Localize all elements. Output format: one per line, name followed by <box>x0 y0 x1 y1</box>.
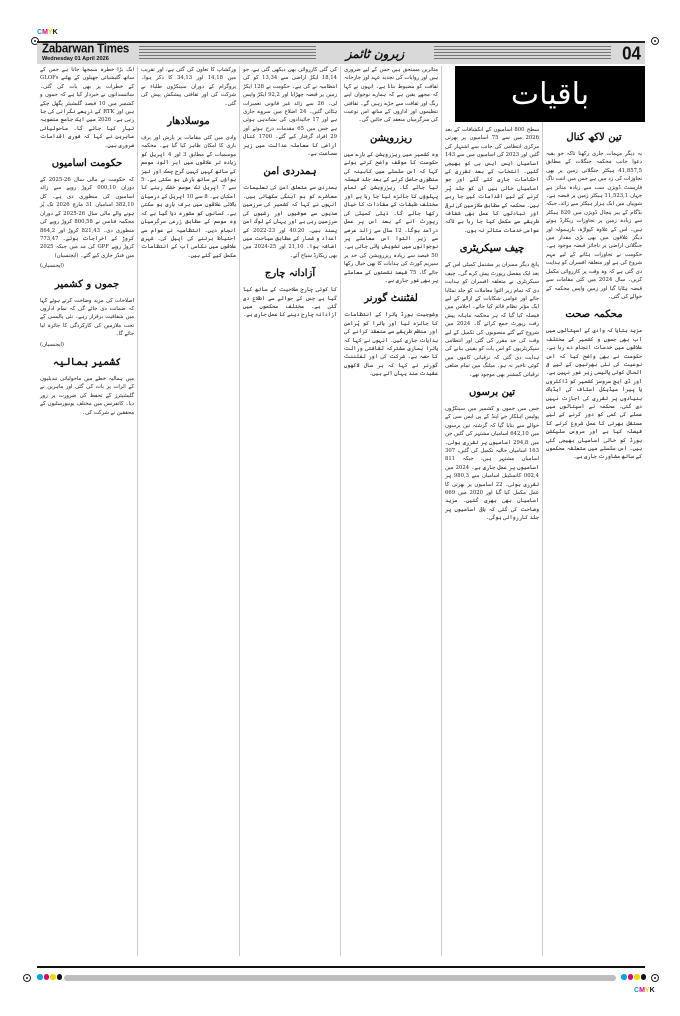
cmyk-label-bottom: CMYK <box>634 987 655 994</box>
column-3 <box>341 66 442 956</box>
yellow-swatch <box>634 974 640 980</box>
headline-kashmir-himalaya: کشمیر ہمالیہ <box>53 356 121 368</box>
headline-hukumat-asamiyon: حکومت اسامیوں <box>51 158 123 170</box>
registration-mark-bottom-right <box>651 974 659 982</box>
headline-chief-secretary: چیف سیکریٹری <box>459 243 525 255</box>
article-body: یہ دیگر مہمات جاری رکھنا تاکہ جو بقیہ دعوا جانب محکمہ جنگلات کے مطابق 41,857,5 ہیکٹر جنگلاتی زمین پر بھی تجاوزات کی زد میں ہے جس میں اننت ناگ فاریسٹ ڈویژن سب سے زیادہ متاثر ہے جہاں 11,523,1 ہیکٹر زمین پر قبضہ ہے۔ شوپیاں میں ایک ہزار ہیکٹر سے زائد، جبکہ بڈگام کے پیر پنچال ڈویژن میں 820 ہیکٹر سے زیادہ زمین پر تجاوزات ریکارڈ ہوئے ہیں۔ اس کے علاوہ کپواڑہ، بارہمولہ اور دیگر علاقوں میں بھی بڑی مقدار میں جنگلاتی اراضی پر ناجائز قبضہ موجود ہے۔ حکومت نے تجاوزات ہٹانے کے لیے مہم شروع کی ہے اور متعلقہ افسران کو ہدایت دی گئی ہے کہ وہ وقت پر کارروائی مکمل کریں۔ سال 2024 میں کئی مقامات سے قبضہ ہٹایا گیا اور زمین واپس محکمہ کے حوالے کی گئی۔ <box>546 151 642 300</box>
headline-musladhar: موسلادھار <box>167 116 210 128</box>
article-body: متاثرین مستحق ہیں جس کے لیے ضروری ہیں اور روایات کی تجدید عہد اور جارحانہ ثقافت کو مضبوط بنانا ہے۔ انہوں نے کہا کہ مجھے یقین ہے کہ ہمارے نوجوان اپنے رنگ اور ثقافت سے جڑے رہیں گے۔ ثقافتی تنظیموں اور اداروں کے ساتھ اس نوعیت کی سرگرمیاں منعقد کی جائیں گی۔ <box>344 67 438 124</box>
headline-jammu-kashmir: جموں و کشمیر <box>54 278 120 290</box>
article-body: میں ہمالیہ خطے میں ماحولیاتی تبدیلیوں کے اثرات پر بات کی گئی اور ماہرین نے گلیشیئرز کے تحفظ کی ضرورت پر زور دیا۔ کانفرنس میں مختلف یونیورسٹیوں کے محققین نے شرکت کی۔ <box>40 375 134 416</box>
yellow-swatch <box>50 974 56 980</box>
section-banner: باقیات <box>455 66 645 122</box>
decorative-lines-left <box>139 46 316 61</box>
column-1 <box>543 66 645 956</box>
article-body: وشوجیت بورڈ یاترا کے انتظامات کا جائزہ لیا اور یاترا کو پُرامن اور منظم طریقے سے منعقد کرانے کی ہدایات جاری کیں۔ انہوں نے کہا کہ یاترا ہماری مشترکہ ثقافتی وراثت کا حصہ ہے۔ شرکت کی اور لفٹننٹ گورنر نے کہا کہ ہر سال لاکھوں عقیدت مند یہاں آتے ہیں۔ <box>344 312 438 378</box>
article-body: مزید بتایا کہ وادی کے اسپتالوں میں اب بھی جموں و کشمیر کے مختلف علاقوں میں خدمات انجام دے رہا ہے۔ حکومت نے بھی واضح کیا کہ اس نوعیت کی نئی بھرتیوں کے لیے فی الحال کوئی پالیسی زیر غور نہیں ہے۔ اور ڈی ایچ سروسز کشمیر کو ڈاکٹروں یا پیرا میڈیکل اسٹاف کی ایڈہاک بنیادوں پر تقرری کی اجازت نہیں دی گئی۔ محکمہ نے اسپتالوں میں عملے کی کمی کو دور کرنے کے لیے مستقل بھرتی کا عمل شروع کرنے کا فیصلہ کیا ہے اور سروس سلیکشن بورڈ کو خالی اسامیاں بھیجی گئی ہیں۔ اس سلسلے میں متعلقہ محکموں کے ساتھ مشاورت جاری ہے۔ <box>546 328 642 461</box>
article-body: سطح 800 اسامیوں کے انکشافات کے بعد 2026 میں سے 75 اسامیوں پر بھرتی مرکزی انتظامی کی جانب سے اشتہار کی گئیں اور 2023 کی اسامیوں میں سے 143 اسامیاں ایس ایس بی کو بھیجی گئیں۔ انتخاب کے بعد تقرری کے احکامات جاری کئے گئے اور جو اسامیاں خالی ہیں ان کو جلد پُر کرنے کے لیے اقدامات کیے جا رہے ہیں۔ محکمہ کے مطابق ملازمین کی ترقی اور تبادلوں کا عمل بھی شفاف طریقے سے مکمل کیا جا رہا ہے تاکہ عوامی خدمات متاثر نہ ہوں۔ <box>445 127 539 234</box>
column-5 <box>138 66 240 956</box>
column-4 <box>240 66 341 956</box>
black-swatch <box>641 974 647 980</box>
masthead-left <box>37 41 135 63</box>
newspaper-title-urdu: زبرون ٹائمز <box>345 46 405 61</box>
article-body: کی گئی کارروائی بھی دیکھی گئی ہے، جو 18,14 ایکڑ اراضی سے 13,34 کو کی انتظامیہ نے کی ہے۔ حکومت نے 128 ایکڑ زمین پر قبضہ چھڑایا اور 92,2 ایکڑ واپس لی۔ 26 سے زائد غیر قانونی تعمیرات ہٹائی گئیں۔ 24 اضلاع میں سروے جاری ہے اور 17 جائیدادوں کی نشاندہی ہوئی ہے جس میں 65 مقدمات درج ہوئے اور 29 افراد گرفتار کیے گئے۔ 1700 کنال اراضی کا معاملہ عدالت میں زیر سماعت ہے۔ <box>243 67 338 158</box>
color-swatches-left <box>37 974 62 980</box>
decorative-lines-right <box>434 46 611 61</box>
article-body: وادی میں کئی مقامات پر بارش اور برف باری کا امکان ظاہر کیا گیا ہے۔ محکمہ موسمیات کے مطابق 3 اور 4 اپریل کو زیادہ تر علاقوں میں ابر آلود موسم کے ساتھ کہیں کہیں گرج چمک اور تیز ہواؤں کے ساتھ بارش ہو سکتی ہے۔ 5 سے 7 اپریل تک موسم خشک رہنے کا امکان ہے۔ 8 سے 10 اپریل کے درمیان بالائی علاقوں میں برف باری ہو سکتی ہے۔ کسانوں کو مشورہ دیا گیا ہے کہ وہ موسم کے مطابق زرعی سرگرمیاں انجام دیں۔ انتظامیہ نے عوام سے احتیاط برتنے کی اپیل کی۔ شہری علاقوں میں نکاسی آب کے انتظامات مکمل کیے گئے ہیں۔ <box>141 135 236 259</box>
cmyk-label-top: CMYK <box>37 29 58 36</box>
issue-date: Wednesday 01 April 2026 <box>42 56 109 63</box>
headline-teen-lakh-kanal: تین لاکھ کنال <box>566 132 622 143</box>
magenta-swatch <box>44 974 50 980</box>
cyan-swatch <box>37 974 43 980</box>
gray-color-bar <box>64 975 616 981</box>
article-body: ہمدردی سے متعلق امن کی تعلیمات معاشرے کو ہم آہنگی سکھاتی ہیں۔ انہوں نے کہا کہ کشمیر کی سرزمین صدیوں سے صوفیوں اور رشیوں کی سرزمین رہی ہے اور یہاں کے لوگ امن پسند ہیں۔ 40.20 اور 23-2022 کے اعداد و شمار کے مطابق سیاحت میں اضافہ ہوا۔ 21,10 اور 25-2024 میں بھی ریکارڈ سیاح آئے۔ <box>243 185 337 259</box>
article-body: کہ حکومت نے مالی سال 26-2025 کے دوران 000,10 کروڑ روپے سے زائد اسامیوں کی منظوری دی ہے۔ کل 382,10 اسامیاں 31 مارچ 2026 تک پُر ہونے والے مالی سال 26-2025 کے دوران محکمہ فنانس نے 800,58 کروڑ روپے کی منظوری دی۔ 821,43 کروڑ اور 864,2 کروڑ کے اخراجات ہوئے۔ 773,47 کروڑ روپے GPF کی مد میں جبکہ 2025 میں فنڈز جاری کیے گئے۔ (ایجنسیاں) <box>40 177 135 259</box>
agency-credit: (ایجنسیاں) <box>40 263 64 270</box>
headline-azadana-charge: آزادانہ چارج <box>264 268 316 280</box>
headline-lieutenant-governor: لفٹننٹ گورنر <box>364 293 418 305</box>
article-columns <box>37 66 645 956</box>
color-swatches-right <box>621 974 646 980</box>
page-number: 04 <box>622 42 641 64</box>
newspaper-title-english: Zabarwan Times <box>42 41 130 56</box>
headline-reservation: ریزرویشن <box>369 132 413 144</box>
headline-mehkma-sehat: محکمہ صحت <box>565 309 623 321</box>
article-body: کا کوئی چارج صلاحیت کے ساتھ کیا گیا ہے جس کے حوالے سے اطلاع دی گئی ہے۔ مختلف محکموں میں آزادانہ چارج دینے کا عمل جاری ہے۔ <box>243 287 337 319</box>
article-body: پانچ دیگر ممبران پر مشتمل کمیٹی اس کے بعد ایک مفصل رپورٹ پیش کرے گی۔ چیف سیکریٹری نے متعلقہ افسران کو ہدایت دی کہ تمام زیر التوا معاملات کو جلد نمٹایا جائے اور عوامی شکایات کے ازالے کے لیے ایک مؤثر نظام قائم کیا جائے۔ اجلاس میں فیصلہ کیا گیا کہ ہر محکمہ ماہانہ پیش رفت رپورٹ جمع کرائے گا۔ 2024 میں شروع کیے گئے منصوبوں کی تکمیل کے لیے وقت کی حد مقرر کی گئی اور انتظامی سیکریٹریوں کو اس بات کو یقینی بنانے کی ہدایت دی گئی کہ ترقیاتی کاموں میں کوئی تاخیر نہ ہو۔ میٹنگ میں تمام ضلعی ترقیاتی کمشنر بھی موجود تھے۔ <box>445 262 539 378</box>
agency-credit: (ایجنسیاں) <box>40 341 64 348</box>
headline-teen-barson: تین برسوں <box>468 386 516 398</box>
bottom-rule <box>37 966 645 968</box>
masthead <box>37 41 645 64</box>
magenta-swatch <box>628 974 634 980</box>
cyan-swatch <box>621 974 627 980</box>
column-2 <box>442 66 543 956</box>
headline-hamdardi-aman: ہمدردی امن <box>263 166 317 178</box>
article-body: جس میں جموں و کشمیر میں سینکڑوں پولیس اہلکار جے اینڈ کے پی ایس سی کے حوالے سے بتایا گیا کہ گزشتہ تین برسوں میں 642,10 اسامیاں مشتہر کی گئیں جن میں 294,8 اسامیوں پر تقرری ہوئی۔ 163 اسامیاں حالیہ تکمیل کی گئیں، 307 اسامیاں مشتہر ہیں، جبکہ 811 اسامیوں پر عمل جاری ہے۔ 2024 میں 002,4 کانسٹیبل اسامیاں سے 980,3 پر تقرری ہوئی۔ 22 اسامیوں پر بھرتی کا عمل مکمل کیا گیا اور 2020 میں 669 اسامیاں بھی بھری گئیں۔ مزید وضاحت کی گئی کہ باقی اسامیوں پر جلد کارروائی ہوگی۔ <box>445 405 540 522</box>
article-body: اصلاحات کی مزید وضاحت کرتے ہوئے کہا کہ ضمانت دی جائے گی کہ تمام اداروں میں شفافیت برقرار رہے۔ نئی پالیسی کے تحت ملازمین کی کارکردگی کا جائزہ لیا جائے گا۔ <box>40 297 134 338</box>
article-body: ایک بڑا خطرہ سمجھا جاتا ہے جس کے ساتھ گلیشیائی جھیلوں کے پھٹنے GLOFs کے خطرات پر بھی بات کی گئی۔ سائنسدانوں نے خبردار کیا ہے کہ جموں و کشمیر میں 10 فیصد گلیشیئر پگھل چکے ہیں اور RTK کے ذریعے نگرانی کی جا رہی ہے۔ 2026 میں ایک جامع منصوبہ تیار کیا جائے گا۔ ماحولیاتی ماہرین نے کہا کہ فوری اقدامات ضروری ہیں۔ <box>40 67 134 149</box>
column-6 <box>37 66 138 956</box>
registration-mark-top-right <box>651 37 659 45</box>
black-swatch <box>57 974 63 980</box>
article-body: وہ کشمیر میں ریزرویشن کے بارے میں حکومت کا موقف واضح کرتے ہوئے کہا کہ اس سلسلے میں کابینہ کی منظوری حاصل کرنے کے بعد جلد فیصلہ لیا جائے گا۔ ریزرویشن کے تمام پہلوؤں کا جائزہ لیا جا رہا ہے اور مختلف طبقات کے مفادات کا خیال رکھا جائے گا۔ ذیلی کمیٹی کی رپورٹ آنے کے بعد اس پر عمل درآمد ہوگا۔ 12 سال سے زائد عرصے سے زیر التوا اس معاملے پر نوجوانوں میں تشویش پائی جاتی ہے۔ 50 فیصد سے زیادہ ریزرویشن کی حد پر سپریم کورٹ کی ہدایات کا بھی خیال رکھا جائے گا۔ 75 فیصد نشستوں کے معاملے پر بھی غور جاری ہے۔ <box>344 151 438 284</box>
registration-mark-bottom-left <box>23 974 31 982</box>
article-body: ورکشاپ کا تعاون کی گئی ہے، اور تقریب میں 14,18 اور 34,13 کا ذکر ہوا۔ پروگرام کے دوران سینکڑوں طلباء نے شرکت کی اور ثقافتی پیشکش پیش کی گئی۔ <box>141 67 236 107</box>
